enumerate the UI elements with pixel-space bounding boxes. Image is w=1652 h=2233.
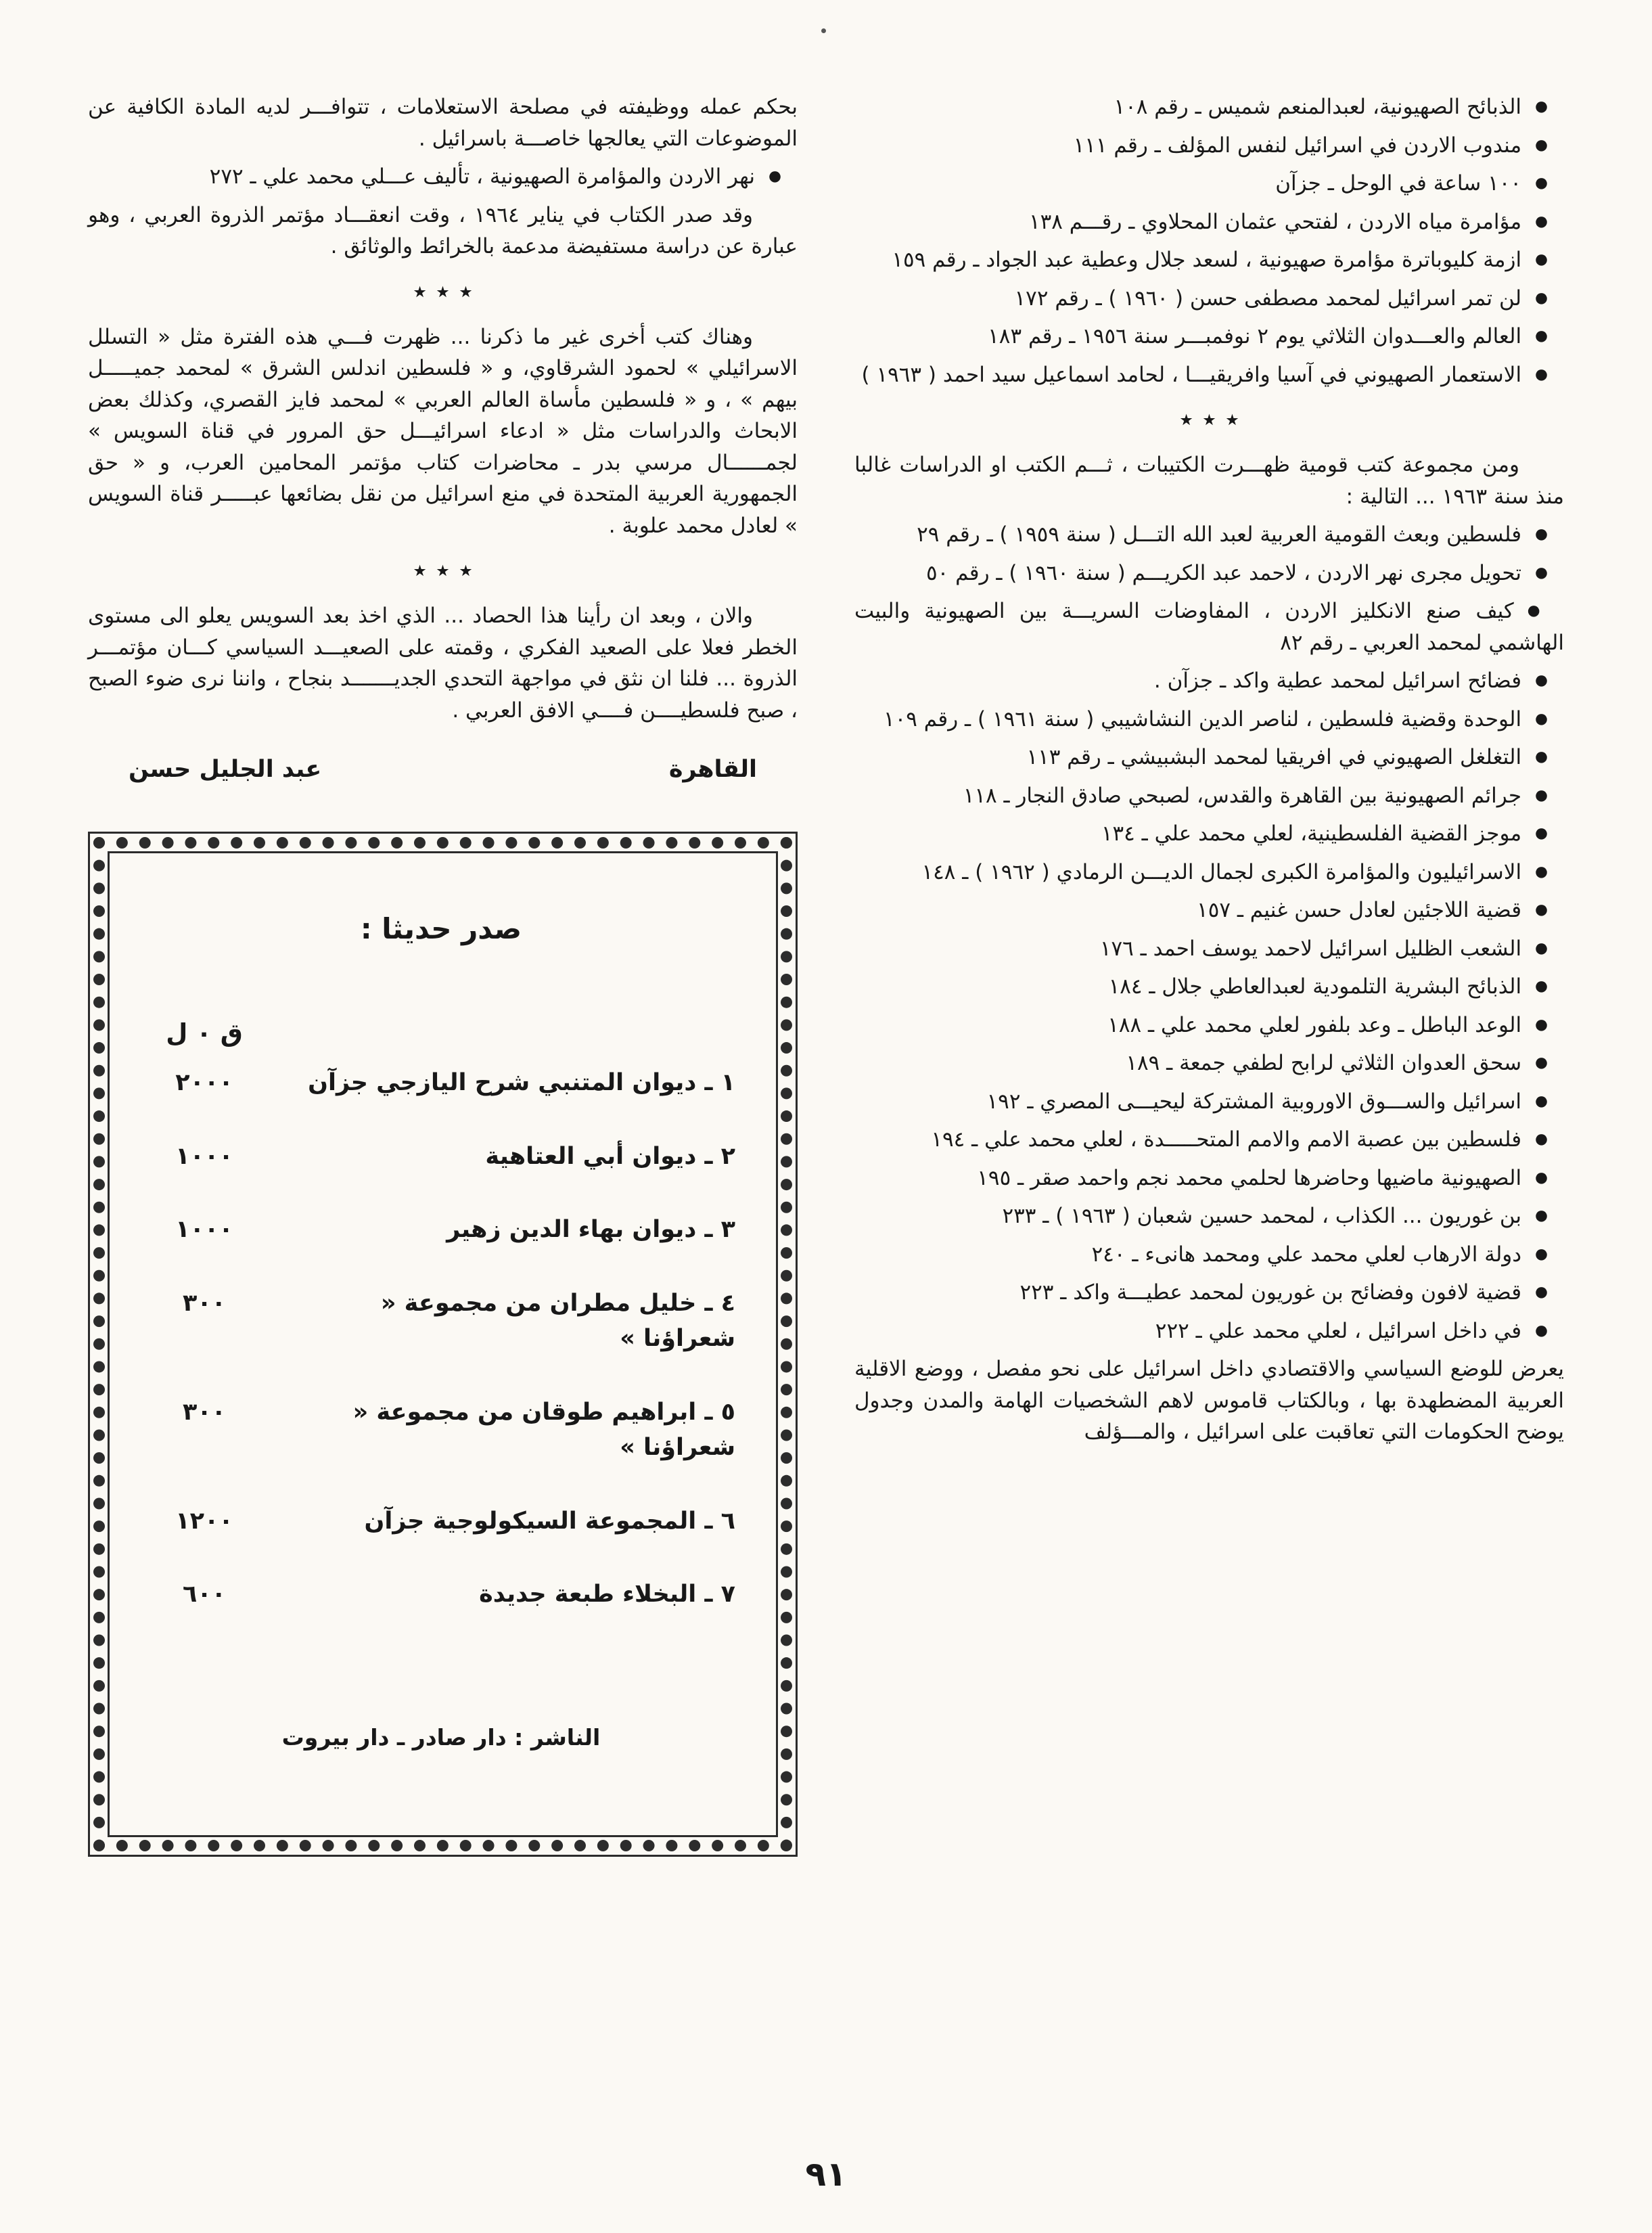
text-block: ● بن غوريون ... الكذاب ، لمحمد حسين شعبان ( ١٩٦٣ ) ـ ٢٣٣: [854, 1200, 1564, 1232]
page-number: ٩١: [805, 2155, 847, 2194]
text-block: ● دولة الارهاب لعلي محمد علي ومحمد هانىء ـ ٢٤٠: [854, 1239, 1564, 1271]
text-block: ● فضائح اسرائيل لمحمد عطية واكد ـ جزآن .: [854, 665, 1564, 697]
text-block: ● الاسرائيليون والمؤامرة الكبرى لجمال الديـــن الرمادي ( ١٩٦٢ ) ـ ١٤٨: [854, 857, 1564, 888]
box-item-row: [147, 1286, 735, 1357]
box-item-price: ١٢٠٠: [175, 1507, 233, 1535]
text-block: ● لن تمر اسرائيل لمحمد مصطفى حسن ( ١٩٦٠ ) ـ رقم ١٧٢: [854, 283, 1564, 315]
box-item-price: ٢٠٠٠: [175, 1069, 233, 1096]
currency-label: ق ٠ ل: [166, 1018, 243, 1047]
text-block: ● الذبائح الصهيونية، لعبدالمنعم شميس ـ رقم ١٠٨: [854, 91, 1564, 123]
box-item-price: ١٠٠٠: [175, 1216, 233, 1243]
box-item-title: ٤ ـ خليل مطران من مجموعة « شعراؤنا »: [380, 1289, 735, 1352]
box-item-title: ٥ ـ ابراهيم طوقان من مجموعة « شعراؤنا »: [352, 1398, 735, 1461]
left-column-text: [88, 91, 798, 726]
box-item-price: ٦٠٠: [182, 1581, 227, 1608]
text-block: ● جرائم الصهيونية بين القاهرة والقدس، لصبحي صادق النجار ـ ١١٨: [854, 780, 1564, 812]
text-block: ● مندوب الاردن في اسرائيل لنفس المؤلف ـ رقم ١١١: [854, 130, 1564, 162]
right-column: [854, 91, 1564, 1857]
text-block: ● فلسطين بين عصبة الامم والامم المتحـــــدة ، لعلي محمد علي ـ ١٩٤: [854, 1124, 1564, 1156]
box-item-title: ٣ ـ ديوان بهاء الدين زهير: [446, 1216, 735, 1243]
scan-ink-dot: [821, 28, 826, 33]
text-block: ● مؤامرة مياه الاردن ، لفتحي عثمان المحلاوي ـ رقـــم ١٣٨: [854, 206, 1564, 238]
text-block: وهناك كتب أخرى غير ما ذكرنا ... ظهرت فـــي هذه الفترة مثل « التسلل الاسرائيلي » لحمود الشرقاوي، و « فلسطين اندلس الشرق » لمحمد جميـــــل بيهم » ، و « فلسطين مأساة العالم العربي » لمحمد فايز القصري، وكذلك بعض الابحاث والدراسات مثل « ادعاء اسرائيـــل حق المرور في قناة السويس » لجمــــــال مرسي بدر ـ محاضرات كتاب مؤتمر المحامين العرب، و « حق الجمهورية العربية المتحدة في منع اسرائيل من نقل بضائعها عبـــــر قناة السويس » لعادل محمد علوبة .: [88, 324, 798, 538]
text-block: ● ازمة كليوباترة مؤامرة صهيونية ، لسعد جلال وعطية عبد الجواد ـ رقم ١٥٩: [854, 244, 1564, 276]
text-block: ● الذبائح البشرية التلمودية لعبدالعاطي جلال ـ ١٨٤: [854, 971, 1564, 1003]
text-block: ومن مجموعة كتب قومية ظهـــرت الكتيبات ، ثـــم الكتب او الدراسات غالبا منذ سنة ١٩٦٣ ... التالية :: [854, 453, 1564, 509]
text-block: ● الصهيونية ماضيها وحاضرها لحلمي محمد نجم واحمد صقر ـ ١٩٥: [854, 1163, 1564, 1194]
box-item-price: ٣٠٠: [182, 1398, 227, 1426]
text-block: ٭ ٭ ٭: [413, 555, 473, 585]
box-item-price: ١٠٠٠: [175, 1142, 233, 1170]
left-column: [88, 91, 798, 1857]
text-block: ● الشعب الظليل اسرائيل لاحمد يوسف احمد ـ ١٧٦: [854, 933, 1564, 965]
box-item-title: ١ ـ ديوان المتنبي شرح اليازجي جزآن: [308, 1069, 735, 1096]
text-block: ● التغلغل الصهيوني في افريقيا لمحمد البشبيشي ـ رقم ١١٣: [854, 742, 1564, 773]
signature-place: القاهرة: [668, 756, 757, 783]
signature-name: عبد الجليل حسن: [129, 756, 322, 783]
currency-header-row: [147, 1014, 735, 1052]
text-block: بحكم عمله ووظيفته في مصلحة الاستعلامات ، تتوافـــر لديه المادة الكافية عن الموضوعات التي يعالجها خاصـــة باسرائيل .: [88, 95, 798, 151]
box-item-row: [147, 1577, 735, 1612]
published-box-inner: [108, 851, 778, 1838]
publisher-line: الناشر : دار صادر ـ دار بيروت: [281, 1723, 601, 1751]
published-box: [88, 832, 798, 1857]
box-item-price: ٣٠٠: [182, 1289, 227, 1317]
text-block: يعرض للوضع السياسي والاقتصادي داخل اسرائيل على نحو مفصل ، ووضع الاقلية العربية المضطهدة بها ، وبالكتاب قاموس لاهم الشخصيات الهامة والمدن وجدول يوضح الحكومات التي تعاقبت على اسرائيل ، والمـــؤلف: [854, 1357, 1564, 1444]
text-block: ● الوحدة وقضية فلسطين ، لناصر الدين النشاشيبي ( سنة ١٩٦١ ) ـ رقم ١٠٩: [854, 704, 1564, 736]
signature-line: [88, 733, 798, 794]
text-block: ● ١٠٠ ساعة في الوحل ـ جزآن: [854, 168, 1564, 200]
box-item-row: [147, 1395, 735, 1466]
text-block: ● فلسطين وبعث القومية العربية لعبد الله التـــل ( سنة ١٩٥٩ ) ـ رقم ٢٩: [854, 519, 1564, 551]
text-block: ● كيف صنع الانكليز الاردن ، المفاوضات السريـــة بين الصهيونية والبيت الهاشمي لمحمد العربي ـ رقم ٨٢: [854, 595, 1564, 658]
box-item-row: [147, 1504, 735, 1539]
chain-border: [93, 837, 792, 1852]
box-item-title: ٢ ـ ديوان أبي العتاهية: [485, 1142, 735, 1170]
text-block: ● في داخل اسرائيل ، لعلي محمد علي ـ ٢٢٢: [854, 1315, 1564, 1347]
text-block: والان ، وبعد ان رأينا هذا الحصاد ... الذي اخذ بعد السويس يعلو الى مستوى الخطر فعلا على الصعيد الفكري ، وقمته على الصعيـــد السياسي كـــان مؤتمـــر الذروة ... فلنا ان نثق في مواجهة التحدي الجديـــــــد بنجاح ، واننا نرى ضوء الصبح ، صبح فلسطيــــن فــــي الافق العربي .: [88, 604, 798, 723]
text-block: ● الاستعمار الصهيوني في آسيا وافريقيـــا ، لحامد اسماعيل سيد احمد ( ١٩٦٣ ): [854, 359, 1564, 391]
text-block: ● الوعد الباطل ـ وعد بلفور لعلي محمد علي ـ ١٨٨: [854, 1010, 1564, 1041]
box-heading: صدر حديثا :: [360, 911, 522, 945]
text-block: ٭ ٭ ٭: [1179, 404, 1239, 434]
text-block: ● سحق العدوان الثلاثي لرابح لطفي جمعة ـ ١٨٩: [854, 1047, 1564, 1079]
box-item-row: [147, 1065, 735, 1101]
box-items: [147, 1065, 735, 1612]
text-block: ● العالم والعـــدوان الثلاثي يوم ٢ نوفمبـــر سنة ١٩٥٦ ـ رقم ١٨٣: [854, 321, 1564, 353]
box-item-row: [147, 1139, 735, 1175]
box-item-title: ٦ ـ المجموعة السيكولوجية جزآن: [364, 1507, 735, 1535]
text-block: ● قضية اللاجئين لعادل حسن غنيم ـ ١٥٧: [854, 895, 1564, 926]
text-block: ٭ ٭ ٭: [413, 275, 473, 306]
box-item-title: ٧ ـ البخلاء طبعة جديدة: [479, 1581, 735, 1608]
text-block: وقد صدر الكتاب في يناير ١٩٦٤ ، وقت انعقـــاد مؤتمر الذروة العربي ، وهو عبارة عن دراسة مستفيضة مدعمة بالخرائط والوثائق .: [88, 202, 798, 258]
text-block: ● نهر الاردن والمؤامرة الصهيونية ، تأليف عـــلي محمد علي ـ ٢٧٢: [88, 161, 798, 193]
text-block: ● تحويل مجرى نهر الاردن ، لاحمد عبد الكريـــم ( سنة ١٩٦٠ ) ـ رقم ٥٠: [854, 558, 1564, 589]
text-block: ● موجز القضية الفلسطينية، لعلي محمد علي ـ ١٣٤: [854, 818, 1564, 850]
box-item-row: [147, 1212, 735, 1248]
text-block: ● اسرائيل والســـوق الاوروبية المشتركة ليحيـــى المصري ـ ١٩٢: [854, 1086, 1564, 1118]
text-block: ● قضية لافون وفضائح بن غوريون لمحمد عطيـــة واكد ـ ٢٢٣: [854, 1277, 1564, 1309]
